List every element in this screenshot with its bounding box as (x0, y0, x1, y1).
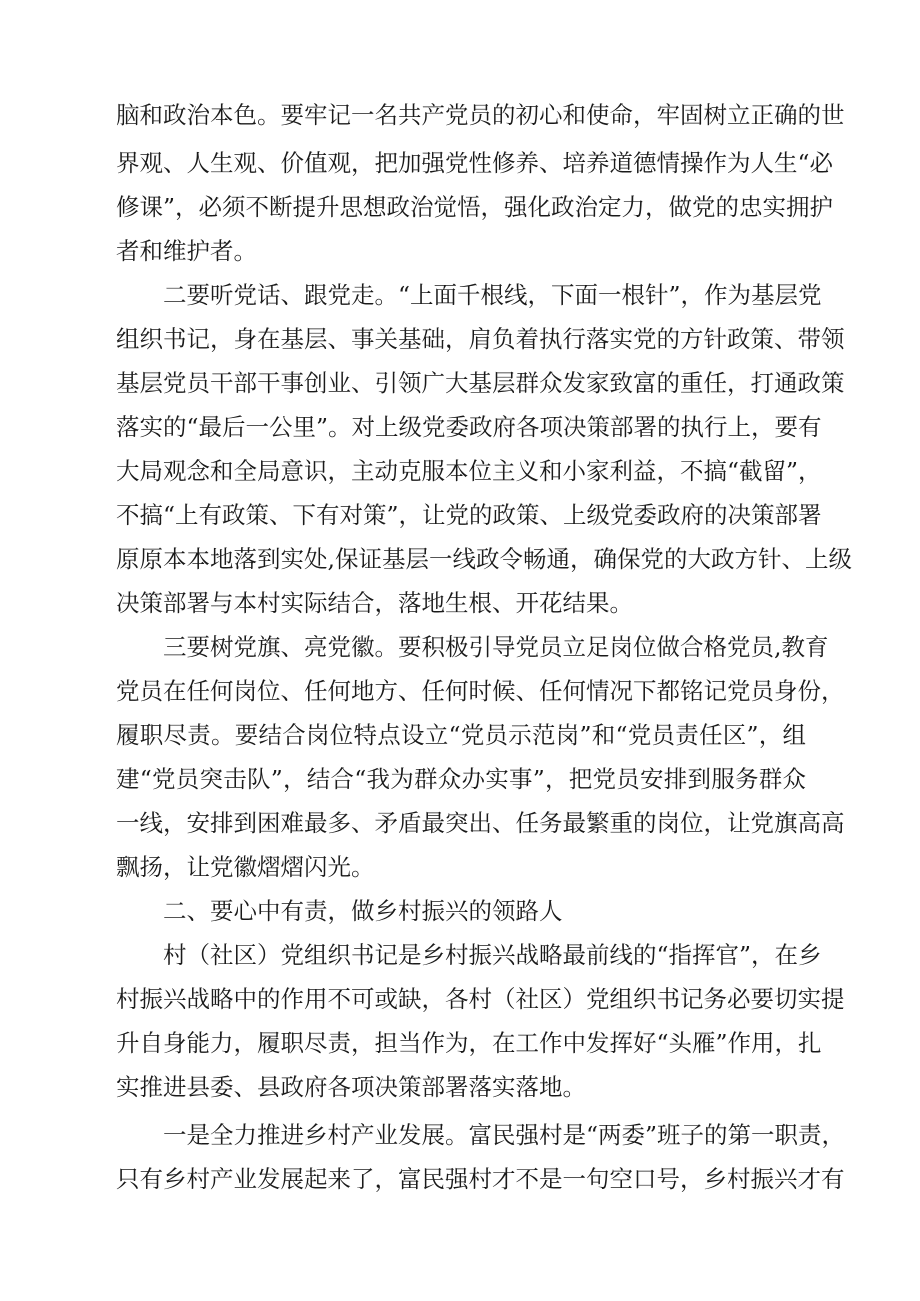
text-line: 不搞“上有政策、下有对策”，让党的政策、上级党委政府的决策部署 (116, 501, 822, 529)
text-line: 党员在任何岗位、任何地方、任何时候、任何情况下都铭记党员身份， (116, 677, 845, 705)
text-line: 脑和政治本色。要牢记一名共产党员的初心和使命，牢固树立正确的世 (116, 101, 845, 129)
paragraph-first-line: 一是全力推进乡村产业发展。富民强村是“两委”班子的第一职责， (163, 1121, 846, 1149)
text-line: 组织书记，身在基层、事关基础，肩负着执行落实党的方针政策、带领 (116, 325, 845, 353)
text-line: 者和维护者。 (116, 237, 257, 265)
text-line: 飘扬，让党徽熠熠闪光。 (116, 853, 375, 881)
text-line: 履职尽责。要结合岗位特点设立“党员示范岗”和“党员责任区”，组 (116, 721, 806, 749)
text-line: 落实的“最后一公里”。对上级党委政府各项决策部署的执行上，要有 (116, 413, 822, 441)
text-line: 决策部署与本村实际结合，落地生根、开花结果。 (116, 589, 633, 617)
text-line: 只有乡村产业发展起来了，富民强村才不是一句空口号，乡村振兴才有 (116, 1165, 845, 1193)
text-line: 实推进县委、县政府各项决策部署落实落地。 (116, 1073, 586, 1101)
text-line: 建“党员突击队”，结合“我为群众办实事”，把党员安排到服务群众 (116, 765, 806, 793)
paragraph-first-line: 村（社区）党组织书记是乡村振兴战略最前线的“指挥官”，在乡 (163, 941, 822, 969)
paragraph-first-line: 二要听党话、跟党走。“上面千根线，下面一根针”，作为基层党 (163, 281, 822, 309)
text-line: 一线，安排到困难最多、矛盾最突出、任务最繁重的岗位，让党旗高高 (116, 809, 845, 837)
paragraph-first-line: 三要树党旗、亮党徽。要积极引导党员立足岗位做合格党员,教育 (163, 633, 829, 661)
text-line: 原原本本地落到实处,保证基层一线政令畅通，确保党的大政方针、上级 (116, 545, 852, 573)
text-line: 村振兴战略中的作用不可或缺，各村（社区）党组织书记务必要切实提 (116, 985, 845, 1013)
text-line: 修课”，必须不断提升思想政治觉悟，强化政治定力，做党的忠实拥护 (116, 193, 834, 221)
text-line: 大局观念和全局意识，主动克服本位主义和小家利益，不搞“截留”， (116, 457, 822, 485)
section-heading: 二、要心中有责，做乡村振兴的领路人 (163, 897, 563, 925)
text-line: 界观、人生观、价值观，把加强党性修养、培养道德情操作为人生“必 (116, 149, 834, 177)
text-line: 升自身能力，履职尽责，担当作为，在工作中发挥好“头雁”作用，扎 (116, 1029, 822, 1057)
text-line: 基层党员干部干事创业、引领广大基层群众发家致富的重任，打通政策 (116, 369, 845, 397)
